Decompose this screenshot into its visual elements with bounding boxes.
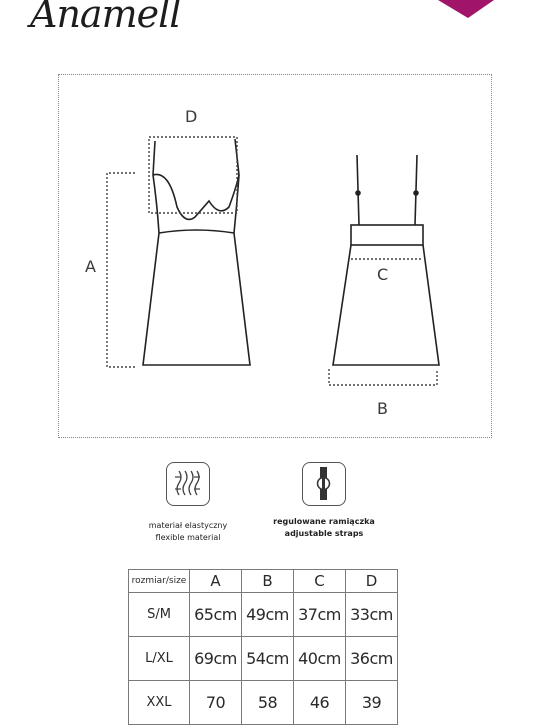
front-garment-outline xyxy=(143,139,250,365)
feature-flexible-line2: flexible material xyxy=(155,533,221,542)
back-garment-outline xyxy=(333,155,439,365)
cell-b: 58 xyxy=(242,681,294,725)
label-d: D xyxy=(185,107,198,126)
label-a: A xyxy=(85,257,96,276)
cell-a: 65cm xyxy=(190,593,242,637)
adjustable-straps-icon xyxy=(302,462,346,506)
brand-accent-mark xyxy=(436,0,496,20)
cell-b: 54cm xyxy=(242,637,294,681)
feature-straps-line1: regulowane ramiączka xyxy=(273,517,375,526)
cell-b: 49cm xyxy=(242,593,294,637)
measure-d-box xyxy=(149,137,237,213)
size-table-corner: rozmiar/size xyxy=(129,570,190,593)
header-c: C xyxy=(294,570,346,593)
cell-c: 40cm xyxy=(294,637,346,681)
table-row xyxy=(129,681,398,725)
cell-c: 37cm xyxy=(294,593,346,637)
row-size: L/XL xyxy=(129,637,190,681)
size-table-header xyxy=(129,570,398,593)
label-b: B xyxy=(377,399,388,418)
feature-flexible-line1: materiał elastyczny xyxy=(148,521,228,530)
row-size: XXL xyxy=(129,681,190,725)
row-size: S/M xyxy=(129,593,190,637)
table-row xyxy=(129,637,398,681)
header-d: D xyxy=(346,570,398,593)
table-row xyxy=(129,593,398,637)
cell-d: 36cm xyxy=(346,637,398,681)
measure-b-bracket xyxy=(329,369,437,385)
flexible-material-icon xyxy=(166,462,210,506)
brand-logo: Anamell xyxy=(30,0,181,36)
chemise-sketch xyxy=(59,75,493,439)
cell-d: 33cm xyxy=(346,593,398,637)
measure-a-bracket xyxy=(107,173,135,367)
cell-a: 69cm xyxy=(190,637,242,681)
feature-straps-line2: adjustable straps xyxy=(284,529,364,538)
measurement-diagram xyxy=(58,74,492,438)
size-table xyxy=(128,569,398,725)
cell-c: 46 xyxy=(294,681,346,725)
header-a: A xyxy=(190,570,242,593)
cell-a: 70 xyxy=(190,681,242,725)
header-b: B xyxy=(242,570,294,593)
label-c: C xyxy=(377,265,389,284)
cell-d: 39 xyxy=(346,681,398,725)
